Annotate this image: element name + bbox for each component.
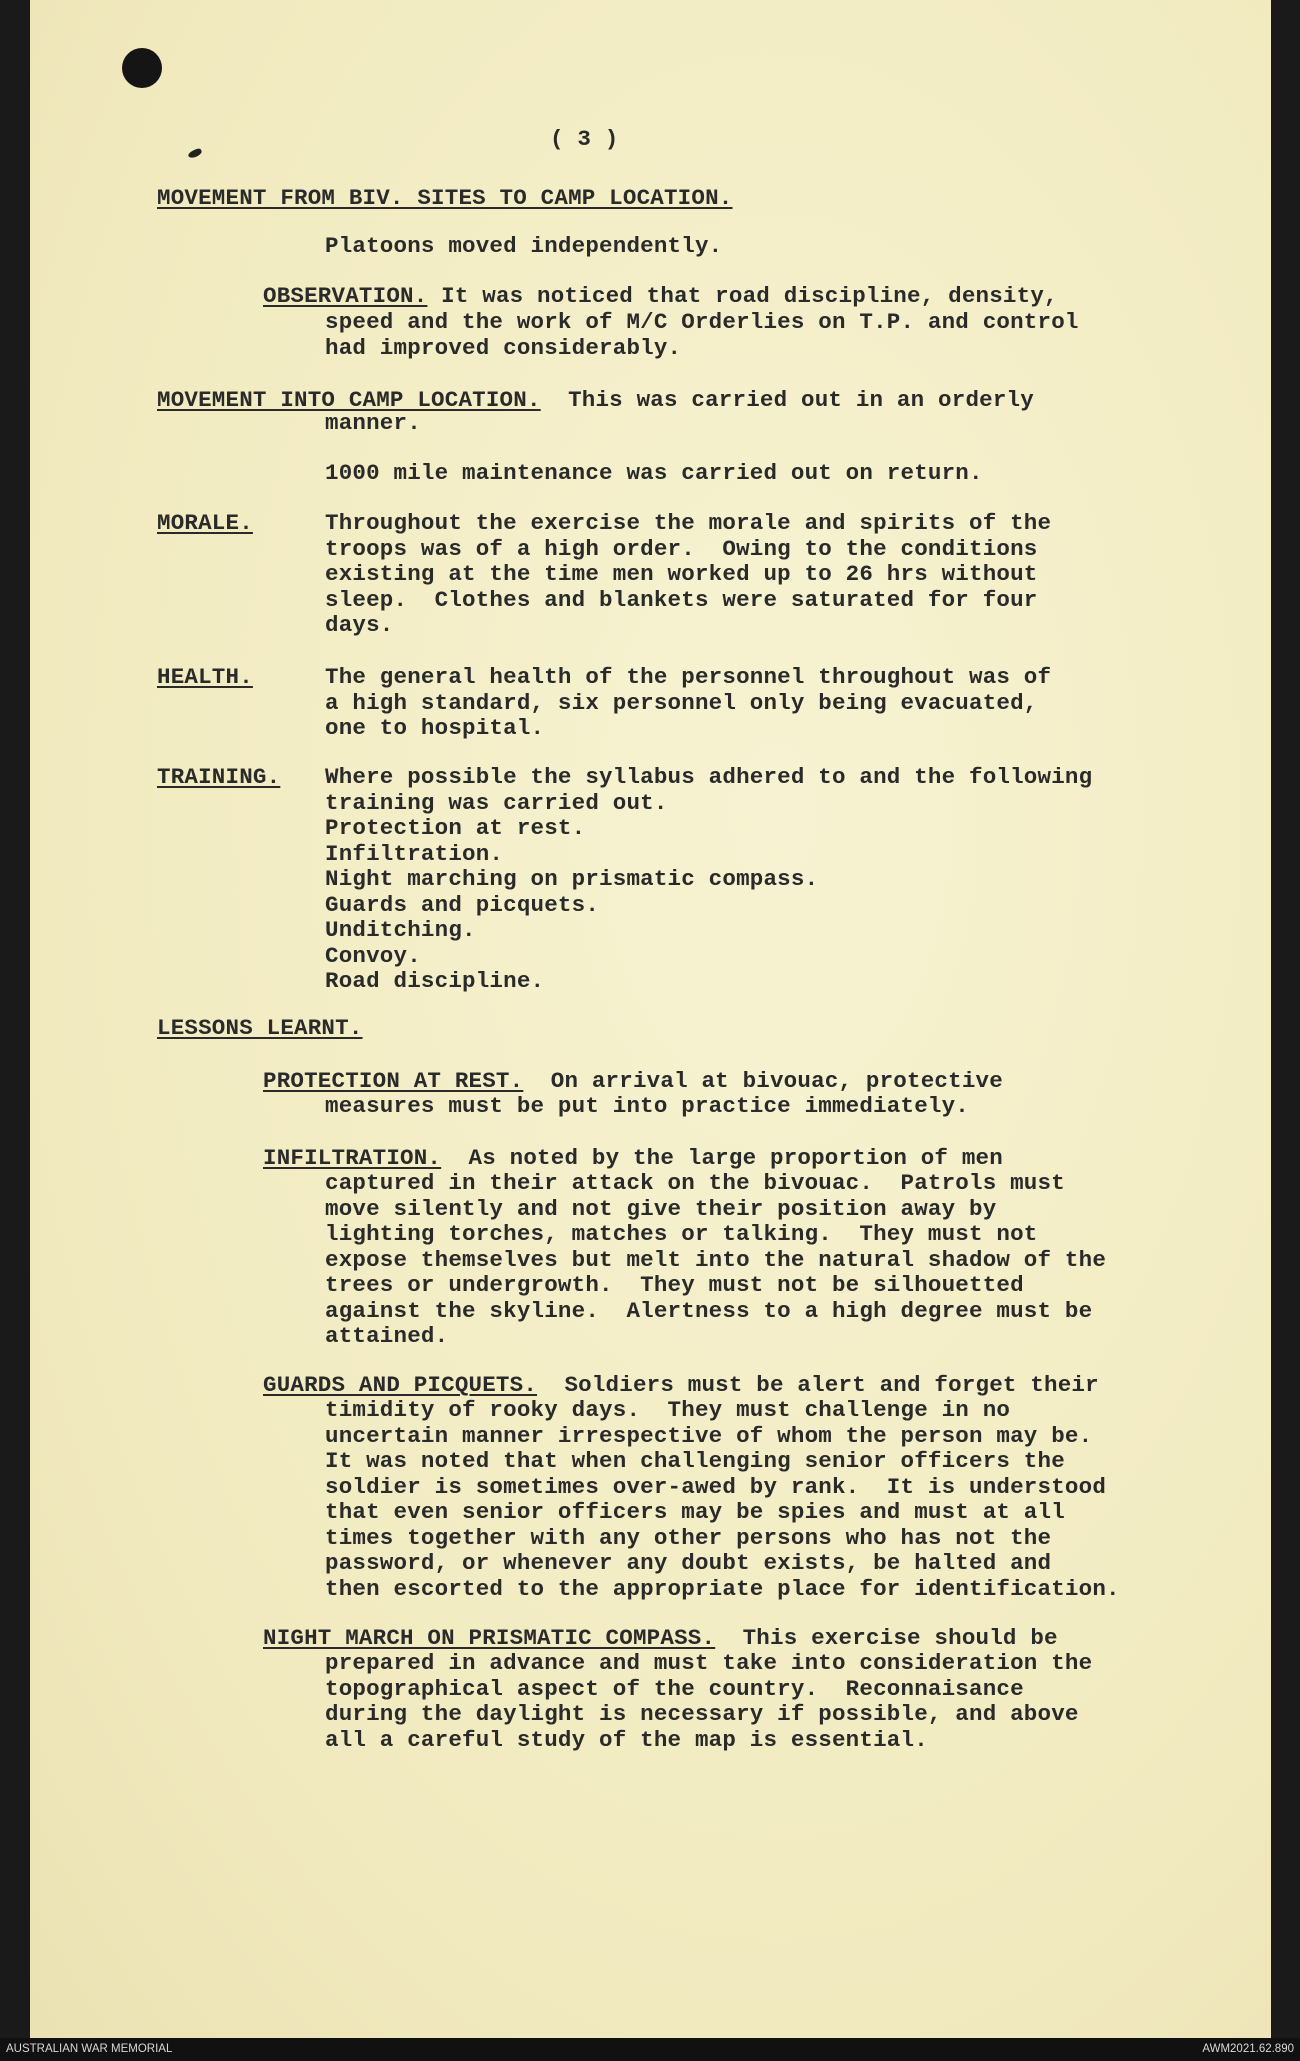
observation-block xyxy=(263,284,1058,310)
guards-line: times together with any other persons who has not the xyxy=(325,1524,1052,1551)
protection-line: measures must be put into practice immediately. xyxy=(325,1093,970,1119)
document-page xyxy=(30,0,1271,2038)
archive-footer xyxy=(0,2038,1300,2061)
infiltration-text xyxy=(325,1171,1106,1350)
movement-camp-line-2: manner. xyxy=(325,410,421,436)
heading-training: TRAINING. xyxy=(157,764,281,790)
punch-hole xyxy=(122,48,162,88)
night-march-text xyxy=(325,1651,1092,1753)
guards-line: Soldiers must be alert and forget their xyxy=(537,1372,1099,1398)
night-march-line: topographical aspect of the country. Reconnaisance xyxy=(325,1675,1024,1702)
morale-line: troops was of a high order. Owing to the conditions xyxy=(325,535,1038,562)
guards-line: uncertain manner irrespective of whom the person may be. xyxy=(325,1422,1093,1449)
heading-lessons-learnt: LESSONS LEARNT. xyxy=(157,1015,363,1041)
platoons-line: Platoons moved independently. xyxy=(325,233,723,259)
observation-line-3: had improved considerably. xyxy=(325,334,682,361)
training-line: training was carried out. xyxy=(325,789,668,816)
night-march-heading: NIGHT MARCH ON PRISMATIC COMPASS. xyxy=(263,1625,716,1651)
protection-block xyxy=(263,1069,1003,1095)
infiltration-heading: INFILTRATION. xyxy=(263,1145,442,1171)
morale-line: Throughout the exercise the morale and spirits of the xyxy=(325,510,1052,536)
guards-block xyxy=(263,1373,1099,1399)
observation-continued xyxy=(325,310,1079,361)
infiltration-line: against the skyline. Alertness to a high degree must be xyxy=(325,1297,1093,1324)
guards-heading: GUARDS AND PICQUETS. xyxy=(263,1372,538,1398)
heading-movement-biv: MOVEMENT FROM BIV. SITES TO CAMP LOCATION. xyxy=(157,185,733,211)
training-line: Where possible the syllabus adhered to and the following xyxy=(325,764,1093,790)
infiltration-line: expose themselves but melt into the natural shadow of the xyxy=(325,1246,1107,1273)
movement-camp-line-1: This was carried out in an orderly xyxy=(540,387,1034,413)
night-march-line: This exercise should be xyxy=(715,1625,1058,1651)
infiltration-line: captured in their attack on the bivouac. Patrols must xyxy=(325,1170,1065,1196)
observation-line-2: speed and the work of M/C Orderlies on T.P. and control xyxy=(325,309,1079,335)
guards-line: soldier is sometimes over-awed by rank. It is understood xyxy=(325,1473,1107,1500)
training-list-item: Night marching on prismatic compass. xyxy=(325,866,819,892)
infiltration-line: trees or undergrowth. They must not be silhouetted xyxy=(325,1272,1024,1298)
heading-health: HEALTH. xyxy=(157,664,253,690)
guards-line: It was noted that when challenging senior officers the xyxy=(325,1448,1065,1474)
guards-text xyxy=(325,1398,1120,1602)
training-list-item: Protection at rest. xyxy=(325,815,586,841)
morale-line: existing at the time men worked up to 26 hrs without xyxy=(325,561,1038,587)
movement-camp-block xyxy=(157,388,1034,414)
night-march-block xyxy=(263,1626,1058,1652)
observation-line-1: It was noticed that road discipline, density, xyxy=(427,283,1058,309)
night-march-line: prepared in advance and must take into consideration the xyxy=(325,1650,1093,1676)
infiltration-line: lighting torches, matches or talking. They must not xyxy=(325,1221,1038,1247)
guards-line: timidity of rooky days. They must challenge in no xyxy=(325,1397,1011,1423)
night-march-line: all a careful study of the map is essential. xyxy=(325,1726,928,1753)
guards-line: password, or whenever any doubt exists, be halted and xyxy=(325,1550,1052,1576)
maintenance-line: 1000 mile maintenance was carried out on return. xyxy=(325,460,983,486)
heading-morale: MORALE. xyxy=(157,510,253,536)
heading-movement-camp: MOVEMENT INTO CAMP LOCATION. xyxy=(157,387,541,413)
health-line: a high standard, six personnel only being evacuated, xyxy=(325,689,1038,716)
infiltration-line: move silently and not give their position away by xyxy=(325,1195,997,1222)
morale-text xyxy=(325,511,1051,639)
health-line: one to hospital. xyxy=(325,715,545,741)
guards-line: then escorted to the appropriate place for identification. xyxy=(325,1575,1120,1602)
health-line: The general health of the personnel throughout was of xyxy=(325,664,1052,690)
guards-line: that even senior officers may be spies and must at all xyxy=(325,1499,1065,1525)
training-list-item: Infiltration. xyxy=(325,840,504,867)
ink-mark xyxy=(187,147,203,159)
morale-line: sleep. Clothes and blankets were saturated for four xyxy=(325,586,1038,613)
training-list-item: Unditching. xyxy=(325,917,476,943)
protection-heading: PROTECTION AT REST. xyxy=(263,1068,524,1094)
morale-line: days. xyxy=(325,612,394,638)
protection-line: On arrival at bivouac, protective xyxy=(523,1068,1003,1094)
page-number: ( 3 ) xyxy=(550,126,619,152)
protection-text xyxy=(325,1094,969,1120)
training-list-item: Guards and picquets. xyxy=(325,891,600,918)
night-march-line: during the daylight is necessary if possible, and above xyxy=(325,1701,1079,1727)
observation-heading: OBSERVATION. xyxy=(263,283,428,309)
health-text xyxy=(325,665,1051,742)
footer-catalogue-id: AWM2021.62.890 xyxy=(1202,2043,1294,2055)
training-text xyxy=(325,765,1092,995)
infiltration-block xyxy=(263,1146,1003,1172)
infiltration-line: attained. xyxy=(325,1323,449,1349)
training-list-item: Road discipline. xyxy=(325,968,545,994)
footer-institution: AUSTRALIAN WAR MEMORIAL xyxy=(6,2043,173,2055)
training-list-item: Convoy. xyxy=(325,942,421,969)
infiltration-line: As noted by the large proportion of men xyxy=(441,1145,1003,1171)
